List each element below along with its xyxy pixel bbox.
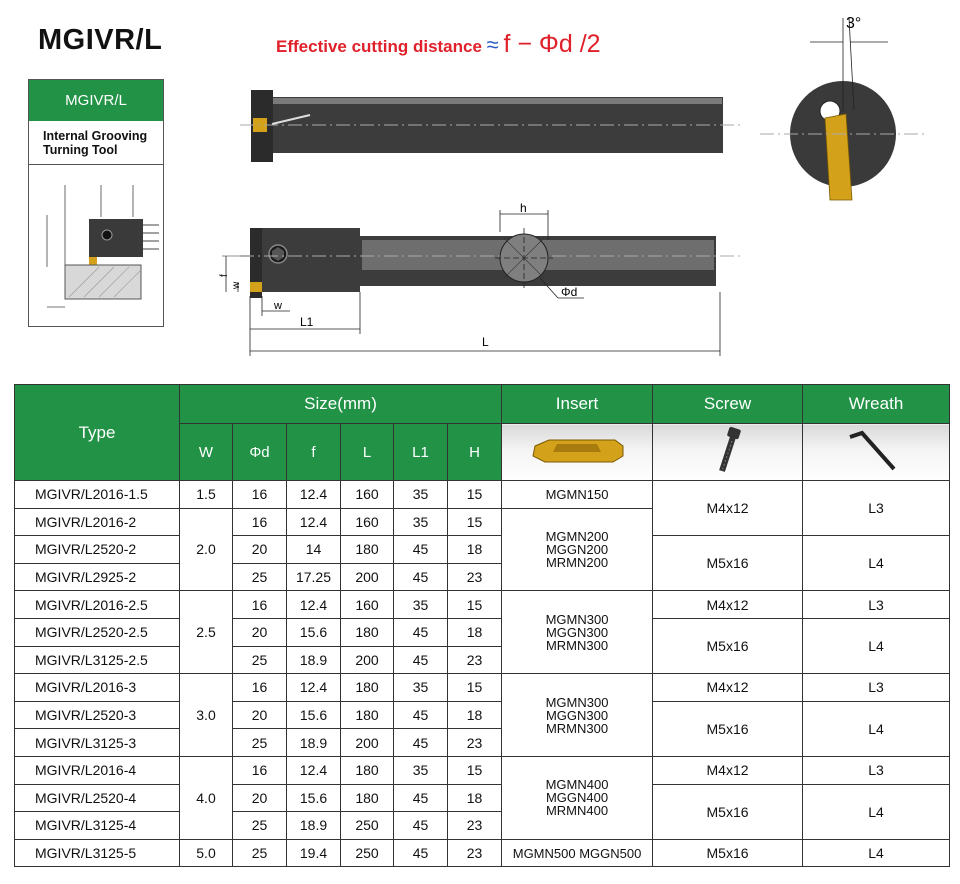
H-cell: 18 <box>448 784 502 812</box>
L-cell: 180 <box>341 701 394 729</box>
card-desc-line2: Turning Tool <box>43 143 118 157</box>
header-screw: Screw <box>653 385 803 424</box>
f-cell: 14 <box>287 536 341 564</box>
f-cell: 12.4 <box>287 756 341 784</box>
insert-cell <box>502 674 653 757</box>
L-cell: 180 <box>341 674 394 702</box>
insert-line: MGGN300 <box>545 707 609 723</box>
L1-cell: 45 <box>394 839 448 867</box>
L-cell: 200 <box>341 646 394 674</box>
phid-cell: 20 <box>233 784 287 812</box>
phid-cell: 20 <box>233 536 287 564</box>
screw-cell: M5x16 <box>653 536 803 591</box>
L-cell: 200 <box>341 729 394 757</box>
f-cell: 15.6 <box>287 784 341 812</box>
type-cell: MGIVR/L3125-5 <box>15 839 180 867</box>
f-cell: 17.25 <box>287 563 341 591</box>
H-cell: 23 <box>448 839 502 867</box>
f-cell: 15.6 <box>287 701 341 729</box>
subheader-f: f <box>287 424 341 481</box>
H-cell: 15 <box>448 756 502 784</box>
H-cell: 23 <box>448 563 502 591</box>
type-cell: MGIVR/L2520-3 <box>15 701 180 729</box>
screw-cell: M4x12 <box>653 674 803 702</box>
L-cell: 160 <box>341 481 394 509</box>
phid-cell: 25 <box>233 839 287 867</box>
insert-cell <box>502 508 653 591</box>
w-cell: 2.0 <box>180 508 233 591</box>
dim-h-label: h <box>520 201 527 215</box>
insert-line: MGGN200 <box>545 541 609 557</box>
L-cell: 180 <box>341 618 394 646</box>
w-cell: 3.0 <box>180 674 233 757</box>
screw-cell: M4x12 <box>653 756 803 784</box>
f-cell: 12.4 <box>287 481 341 509</box>
w-cell: 4.0 <box>180 756 233 839</box>
phid-cell: 16 <box>233 674 287 702</box>
phid-cell: 16 <box>233 591 287 619</box>
w-cell: 5.0 <box>180 839 233 867</box>
H-cell: 15 <box>448 481 502 509</box>
L1-cell: 45 <box>394 618 448 646</box>
f-cell: 19.4 <box>287 839 341 867</box>
dim-phid-label: Φd <box>561 285 578 299</box>
page-title: MGIVR/L <box>38 24 163 56</box>
phid-cell: 25 <box>233 646 287 674</box>
screw-cell: M5x16 <box>653 618 803 673</box>
H-cell: 23 <box>448 646 502 674</box>
insert-icon <box>527 430 627 470</box>
insert-cell <box>502 756 653 839</box>
wreath-cell: L3 <box>803 481 950 536</box>
L1-cell: 35 <box>394 481 448 509</box>
f-cell: 18.9 <box>287 646 341 674</box>
L1-cell: 45 <box>394 701 448 729</box>
wreath-cell: L4 <box>803 839 950 867</box>
type-cell: MGIVR/L2016-2 <box>15 508 180 536</box>
screw-icon <box>708 425 748 475</box>
type-cell: MGIVR/L2925-2 <box>15 563 180 591</box>
card-header: MGIVR/L <box>29 80 163 121</box>
H-cell: 18 <box>448 536 502 564</box>
wreath-cell: L3 <box>803 591 950 619</box>
insert-line: MGMN300 <box>545 611 609 627</box>
L-cell: 200 <box>341 563 394 591</box>
L1-cell: 45 <box>394 729 448 757</box>
type-cell: MGIVR/L2016-1.5 <box>15 481 180 509</box>
header-type: Type <box>15 385 180 481</box>
insert-line: MRMN300 <box>545 637 609 653</box>
dim-f-label: f <box>219 274 230 277</box>
wreath-cell: L4 <box>803 536 950 591</box>
insert-line: MGGN300 <box>545 624 609 640</box>
L1-cell: 35 <box>394 756 448 784</box>
wreath-cell: L4 <box>803 784 950 839</box>
screw-image-cell <box>653 424 803 481</box>
subheader-H: H <box>448 424 502 481</box>
H-cell: 18 <box>448 618 502 646</box>
wrench-icon <box>846 425 906 475</box>
H-cell: 15 <box>448 591 502 619</box>
f-cell: 12.4 <box>287 674 341 702</box>
screw-cell: M4x12 <box>653 481 803 536</box>
wreath-cell: L4 <box>803 618 950 673</box>
L1-cell: 45 <box>394 784 448 812</box>
L-cell: 250 <box>341 812 394 840</box>
screw-cell: M4x12 <box>653 591 803 619</box>
wreath-cell: L3 <box>803 756 950 784</box>
L1-cell: 35 <box>394 591 448 619</box>
subheader-L1: L1 <box>394 424 448 481</box>
tool-end-view <box>760 15 925 200</box>
f-cell: 15.6 <box>287 618 341 646</box>
insert-line: MRMN400 <box>545 803 609 819</box>
insert-cell: MGMN150 <box>502 481 653 509</box>
L1-cell: 45 <box>394 536 448 564</box>
screw-cell: M5x16 <box>653 784 803 839</box>
insert-line: MGGN400 <box>545 790 609 806</box>
type-cell: MGIVR/L2016-4 <box>15 756 180 784</box>
H-cell: 15 <box>448 508 502 536</box>
card-desc-line1: Internal Grooving <box>43 129 148 143</box>
header-wreath: Wreath <box>803 385 950 424</box>
H-cell: 23 <box>448 729 502 757</box>
w-cell: 1.5 <box>180 481 233 509</box>
H-cell: 18 <box>448 701 502 729</box>
L-cell: 180 <box>341 536 394 564</box>
L1-cell: 35 <box>394 508 448 536</box>
L-cell: 180 <box>341 784 394 812</box>
insert-line: MGMN300 <box>545 694 609 710</box>
L1-cell: 45 <box>394 563 448 591</box>
header-insert: Insert <box>502 385 653 424</box>
wreath-cell: L4 <box>803 701 950 756</box>
insert-line: MGMN200 <box>545 528 609 544</box>
f-cell: 12.4 <box>287 591 341 619</box>
phid-cell: 25 <box>233 563 287 591</box>
insert-line: MRMN200 <box>545 554 609 570</box>
formula-approx: ≈ <box>486 32 499 57</box>
screw-cell: M5x16 <box>653 839 803 867</box>
phid-cell: 16 <box>233 508 287 536</box>
type-cell: MGIVR/L2016-2.5 <box>15 591 180 619</box>
insert-line: MRMN300 <box>545 720 609 736</box>
tool-info-card <box>28 79 164 327</box>
phid-cell: 20 <box>233 701 287 729</box>
L-cell: 250 <box>341 839 394 867</box>
phid-cell: 16 <box>233 756 287 784</box>
type-cell: MGIVR/L2520-4 <box>15 784 180 812</box>
angle-label: 3° <box>846 15 862 32</box>
dim-L-label: L <box>482 335 489 349</box>
tool-side-view <box>219 201 740 356</box>
screw-cell: M5x16 <box>653 701 803 756</box>
type-cell: MGIVR/L3125-3 <box>15 729 180 757</box>
type-cell: MGIVR/L3125-2.5 <box>15 646 180 674</box>
L-cell: 160 <box>341 508 394 536</box>
f-cell: 18.9 <box>287 812 341 840</box>
wrench-image-cell <box>803 424 950 481</box>
w-cell: 2.5 <box>180 591 233 674</box>
spec-table <box>14 384 950 867</box>
type-cell: MGIVR/L2520-2 <box>15 536 180 564</box>
H-cell: 15 <box>448 674 502 702</box>
type-cell: MGIVR/L2520-2.5 <box>15 618 180 646</box>
dim-L1-label: L1 <box>300 315 314 329</box>
subheader-w: W <box>180 424 233 481</box>
dim-w-label: w <box>274 300 282 312</box>
phid-cell: 25 <box>233 729 287 757</box>
phid-cell: 20 <box>233 618 287 646</box>
L1-cell: 35 <box>394 674 448 702</box>
wreath-cell: L3 <box>803 674 950 702</box>
card-diagram <box>29 167 163 325</box>
L-cell: 180 <box>341 756 394 784</box>
dim-w-side-label: w <box>231 281 242 289</box>
f-cell: 18.9 <box>287 729 341 757</box>
insert-cell: MGMN500 MGGN500 <box>502 839 653 867</box>
insert-line: MGMN400 <box>545 777 609 793</box>
phid-cell: 25 <box>233 812 287 840</box>
f-cell: 12.4 <box>287 508 341 536</box>
subheader-phid: Φd <box>233 424 287 481</box>
L-cell: 160 <box>341 591 394 619</box>
L1-cell: 45 <box>394 646 448 674</box>
L1-cell: 45 <box>394 812 448 840</box>
header-size: Size(mm) <box>180 385 502 424</box>
insert-image-cell <box>502 424 653 481</box>
tool-top-view <box>240 90 740 162</box>
formula-expression: f − Φd /2 <box>503 30 601 58</box>
phid-cell: 16 <box>233 481 287 509</box>
type-cell: MGIVR/L2016-3 <box>15 674 180 702</box>
subheader-L: L <box>341 424 394 481</box>
card-description <box>29 121 163 165</box>
type-cell: MGIVR/L3125-4 <box>15 812 180 840</box>
H-cell: 23 <box>448 812 502 840</box>
formula-prefix: Effective cutting distance <box>276 37 482 56</box>
insert-cell <box>502 591 653 674</box>
